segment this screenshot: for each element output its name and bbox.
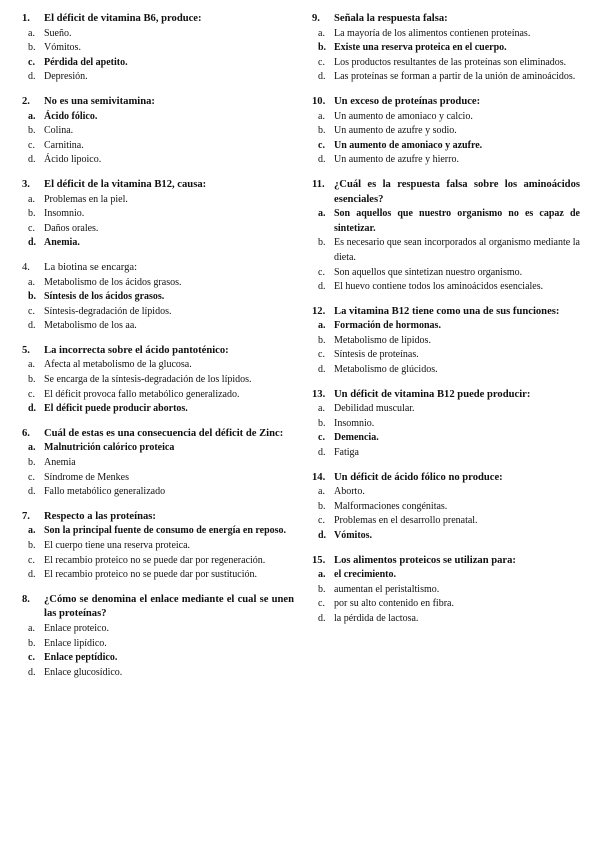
question-block [312,388,580,461]
answer-option [22,41,294,56]
answer-option [312,56,580,71]
option-letter: b. [318,583,326,595]
question-block [312,12,580,85]
option-text: Pérdida del apetito. [44,56,128,68]
answer-options [22,524,294,582]
option-text: El recambio proteico no se puede dar por regeneración. [44,554,266,566]
question-number: 6. [22,427,30,439]
option-letter: c. [28,56,35,68]
option-letter: c. [28,471,35,483]
option-letter: b. [318,334,326,346]
answer-option [22,666,294,681]
answer-option-correct [312,139,580,154]
option-letter: d. [28,320,36,332]
answer-option [22,276,294,291]
question-text: No es una semivitamina: [44,95,155,107]
option-letter: d. [28,154,36,166]
option-text: Depresión. [44,71,88,83]
answer-options [22,441,294,499]
answer-option-correct [22,110,294,125]
option-text: Enlace lipídico. [44,637,107,649]
option-text: Afecta al metabolismo de la glucosa. [44,359,192,371]
option-letter: c. [318,349,325,361]
option-text: Metabolismo de lípidos. [334,334,431,346]
option-text: Se encarga de la síntesis-degradación de los lípidos. [44,374,252,386]
option-letter: c. [28,222,35,234]
option-letter: c. [318,139,325,151]
answer-option [312,124,580,139]
option-letter: d. [28,71,36,83]
option-text: Formación de hormonas. [334,320,441,332]
option-text: Colina. [44,125,74,137]
option-text: Daños orales. [44,222,99,234]
option-text: Malnutrición calórico proteica [44,442,175,454]
left-column [22,12,294,690]
question-number: 11. [312,178,325,190]
option-letter: a. [28,27,35,39]
option-text: Anemia [44,457,76,469]
question-heading [312,388,580,403]
answer-options [312,27,580,85]
answer-option [312,70,580,85]
option-letter: d. [318,154,326,166]
option-text: El cuerpo tiene una reserva proteica. [44,540,191,551]
answer-options [312,485,580,543]
question-text: ¿Cuál es la respuesta falsa sobre los aminoácidos esenciales? [334,178,580,205]
option-letter: a. [318,208,326,220]
option-letter: c. [28,554,35,566]
question-text: Un déficit de vitamina B12 puede producir: [334,388,531,400]
option-text: Los productos resultantes de las proteínas son eliminados. [334,56,567,68]
answer-options [312,568,580,626]
question-number: 15. [312,554,326,566]
question-block [22,12,294,85]
answer-option [22,485,294,500]
option-text: Sueño. [44,27,72,39]
option-letter: d. [318,530,327,541]
answer-option [312,363,580,378]
answer-option [22,539,294,554]
question-text: La vitamina B12 tiene como una de sus funciones: [334,305,560,317]
question-block [312,178,580,295]
question-text: El déficit de la vitamina B12, causa: [44,178,207,190]
option-letter: a. [28,622,35,634]
question-heading [312,178,580,207]
option-letter: c. [318,432,325,444]
option-letter: b. [28,208,36,220]
option-letter: a. [318,320,326,332]
question-heading [22,178,294,193]
question-number: 7. [22,510,30,522]
option-text: Un aumento de amoniaco y calcio. [334,110,473,122]
question-heading [22,12,294,27]
answer-option [312,446,580,461]
option-text: Un aumento de azufre y sodio. [334,125,457,137]
option-text: Existe una reserva proteica en el cuerpo. [334,42,507,54]
question-number: 10. [312,95,326,107]
answer-option [22,139,294,154]
question-text: ¿Cómo se denomina el enlace mediante el cual se unen las proteínas? [44,593,294,620]
answer-option [22,193,294,208]
option-letter: a. [318,486,325,498]
option-letter: b. [318,125,326,137]
question-number: 2. [22,95,30,107]
question-text: Señala la respuesta falsa: [334,13,448,24]
answer-option [22,388,294,403]
answer-option [312,27,580,42]
question-heading [22,510,294,525]
answer-option [312,485,580,500]
answer-option [22,70,294,85]
answer-option [22,124,294,139]
question-text: La biotina se encarga: [44,261,138,273]
option-letter: c. [28,139,35,151]
answer-options [22,27,294,85]
option-letter: a. [318,110,325,122]
option-text: Carnitina. [44,139,84,151]
option-letter: c. [318,598,325,610]
option-letter: b. [318,42,327,54]
answer-options [22,276,294,334]
answer-option [22,637,294,652]
option-text: Síntesis-degradación de lípidos. [44,305,172,317]
answer-option [312,612,580,627]
option-text: Síntesis de los ácidos grasos. [44,291,165,303]
option-text: El déficit puede producir abortos. [44,403,188,415]
option-letter: b. [28,42,36,54]
option-text: El huevo contiene todos los aminoácidos esenciales. [334,281,544,293]
option-text: Ácido fólico. [44,110,98,122]
answer-option [22,319,294,334]
option-letter: a. [318,403,325,415]
question-number: 4. [22,261,30,273]
option-letter: b. [28,291,37,303]
answer-option-correct [312,529,580,544]
option-text: El recambio proteico no se puede dar por sustitución. [44,569,257,581]
answer-option-correct [22,524,294,539]
question-text: Los alimentos proteicos se utilizan para: [334,554,516,566]
option-letter: b. [318,417,326,429]
question-heading [312,12,580,27]
answer-option [22,554,294,569]
answer-option [22,27,294,42]
answer-option [22,153,294,168]
option-text: Malformaciones congénitas. [334,500,448,512]
option-text: el crecimiento. [334,569,397,581]
option-text: Fatiga [334,447,359,459]
option-text: Problemas en la piel. [44,193,128,205]
question-block [22,261,294,334]
option-text: Vómitos. [44,42,81,54]
option-text: La mayoría de los alimentos contienen proteínas. [334,27,531,39]
option-text: Síntesis de proteínas. [334,349,419,361]
option-letter: a. [28,110,36,122]
question-block [22,95,294,168]
option-letter: c. [318,515,325,527]
answer-option [312,266,580,281]
option-letter: d. [28,237,37,249]
answer-option [312,110,580,125]
option-letter: b. [318,500,326,512]
answer-option [22,222,294,237]
answer-option [312,402,580,417]
answer-option [312,236,580,265]
option-text: aumentan el peristaltismo. [334,583,440,595]
option-text: Un aumento de azufre y hierro. [334,154,459,166]
answer-option [22,358,294,373]
option-letter: a. [28,359,35,371]
option-letter: c. [318,56,325,68]
option-letter: a. [318,569,326,581]
answer-option [22,373,294,388]
option-letter: c. [28,652,35,664]
question-block [22,178,294,251]
right-column [312,12,580,637]
question-number: 8. [22,593,30,605]
option-text: Enlace peptídico. [44,652,118,664]
answer-option-correct [22,402,294,417]
question-text: Respecto a las proteínas: [44,510,156,522]
option-letter: a. [28,276,35,288]
option-text: Son aquellos que nuestro organismo no es capaz de sintetizar. [334,208,580,234]
question-heading [312,471,580,486]
question-block [22,593,294,681]
option-text: Anemia. [44,237,80,249]
answer-options [22,622,294,680]
answer-option-correct [312,207,580,236]
answer-option-correct [22,56,294,71]
answer-option [312,583,580,598]
option-letter: a. [318,27,325,39]
option-letter: c. [28,305,35,317]
answer-option-correct [22,236,294,251]
option-text: Síndrome de Menkes [44,471,129,483]
option-letter: d. [318,71,326,83]
answer-option-correct [22,651,294,666]
question-heading [312,305,580,320]
option-text: Debilidad muscular. [334,403,415,415]
answer-option-correct [312,41,580,56]
question-text: El déficit de vitamina B6, produce: [44,13,202,24]
question-heading [22,344,294,359]
question-block [22,427,294,500]
question-number: 5. [22,344,30,356]
answer-option [22,456,294,471]
question-text: Cuál de estas es una consecuencia del déficit de Zinc: [44,427,284,439]
answer-options [312,319,580,377]
option-letter: a. [28,193,35,205]
answer-option-correct [22,441,294,456]
option-letter: d. [318,281,326,293]
option-letter: c. [28,388,35,400]
answer-option [312,153,580,168]
answer-options [312,207,580,295]
answer-option [22,622,294,637]
option-text: Enlace glucosídico. [44,666,123,678]
option-letter: d. [318,447,326,459]
option-letter: b. [28,637,36,649]
option-text: Metabolismo de los aa. [44,320,137,332]
answer-option [22,207,294,222]
answer-option-correct [22,290,294,305]
question-heading [312,95,580,110]
answer-option [312,514,580,529]
question-block [22,510,294,583]
answer-options [22,193,294,251]
question-heading [312,554,580,569]
option-text: Demencia. [334,432,379,444]
option-text: Fallo metabólico generalizado [44,486,166,498]
answer-option [312,500,580,515]
answer-option [22,305,294,320]
answer-option [312,348,580,363]
question-block [312,554,580,627]
answer-options [312,402,580,460]
question-text: La incorrecta sobre el ácido pantoténico: [44,344,229,356]
option-letter: b. [28,374,36,386]
option-letter: a. [28,442,36,454]
question-block [312,471,580,544]
option-text: Son la principal fuente de consumo de energía en reposo. [44,525,287,537]
option-text: Es necesario que sean incorporados al organismo mediante la dieta. [334,237,580,263]
question-heading [22,95,294,110]
question-number: 9. [312,13,320,24]
option-letter: b. [28,540,36,551]
option-text: la pérdida de lactosa. [334,612,419,624]
option-text: Metabolismo de los ácidos grasos. [44,276,182,288]
answer-options [22,110,294,168]
question-number: 14. [312,471,326,483]
option-text: Enlace proteico. [44,622,109,634]
option-letter: d. [28,486,36,498]
answer-option [312,417,580,432]
answer-option-correct [312,568,580,583]
option-letter: d. [28,569,36,581]
option-text: Un aumento de amoniaco y azufre. [334,139,483,151]
option-text: Metabolismo de glúcidos. [334,364,438,376]
option-letter: b. [28,457,36,469]
option-letter: d. [318,364,326,376]
answer-options [22,358,294,416]
answer-option-correct [312,319,580,334]
option-text: Ácido lipoico. [44,154,102,166]
option-letter: c. [318,266,325,278]
option-text: Insomnio. [44,208,85,220]
option-letter: d. [28,403,37,415]
option-text: Las proteínas se forman a partir de la unión de aminoácidos. [334,71,576,83]
option-text: por su alto contenido en fibra. [334,598,454,610]
answer-option [22,471,294,486]
option-letter: a. [28,525,36,537]
question-text: Un déficit de ácido fólico no produce: [334,471,503,483]
question-block [312,305,580,378]
option-text: Son aquellos que sintetizan nuestro organismo. [334,266,523,278]
option-text: Vómitos. [334,530,373,541]
question-number: 3. [22,178,30,190]
question-number: 12. [312,305,326,317]
answer-option [312,597,580,612]
option-letter: b. [28,125,36,137]
question-heading [22,261,294,276]
option-text: Insomnio. [334,417,375,429]
answer-option [312,334,580,349]
answer-option [22,568,294,583]
option-letter: b. [318,237,326,249]
option-text: Aborto. [334,486,365,498]
question-block [22,344,294,417]
option-text: El déficit provoca fallo metabólico generalizado. [44,388,240,400]
answer-option-correct [312,431,580,446]
option-letter: d. [318,612,326,624]
answer-option [312,280,580,295]
question-heading [22,593,294,622]
answer-options [312,110,580,168]
option-text: Problemas en el desarrollo prenatal. [334,515,478,527]
question-block [312,95,580,168]
question-number: 13. [312,388,326,400]
question-heading [22,427,294,442]
option-letter: d. [28,666,36,678]
question-number: 1. [22,13,30,24]
question-text: Un exceso de proteínas produce: [334,95,481,107]
